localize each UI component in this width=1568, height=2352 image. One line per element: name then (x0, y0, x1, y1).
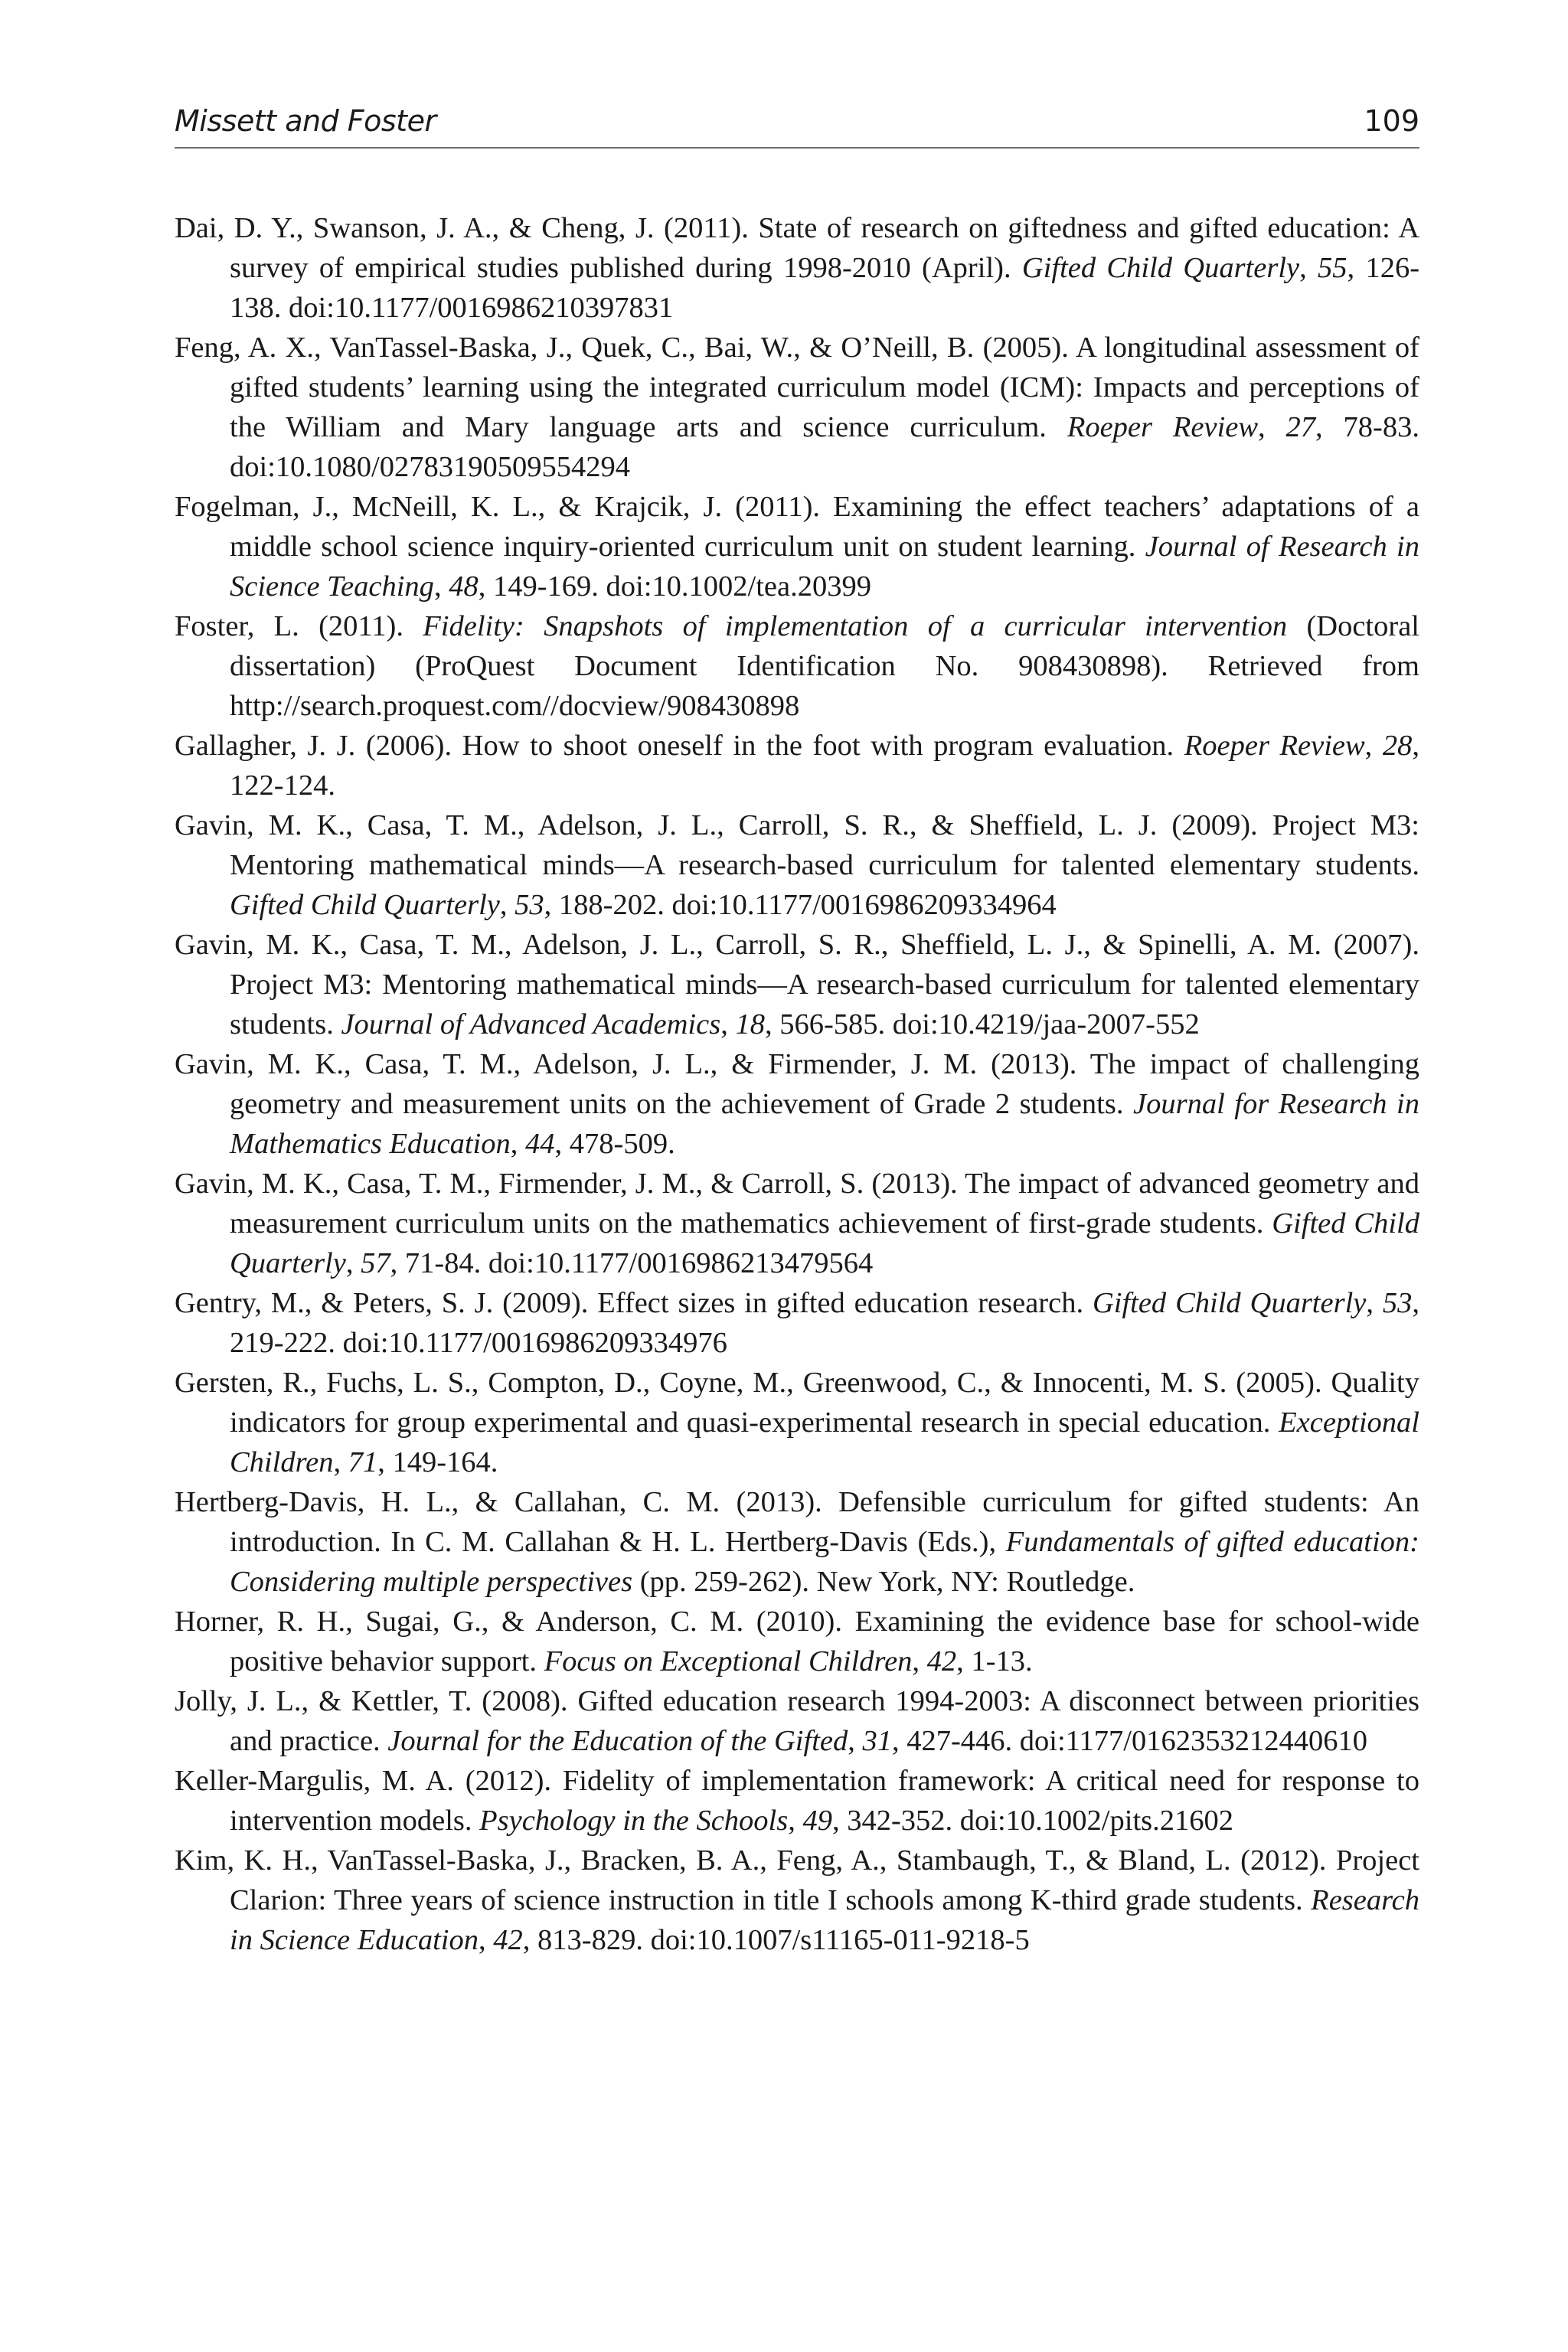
reference-entry (175, 1283, 1419, 1363)
reference-entry (175, 1761, 1419, 1841)
reference-source: Journal for Research in Mathematics Education (230, 1088, 1419, 1160)
reference-pages: , 219-222. doi:10.1177/0016986209334976 (230, 1287, 1419, 1359)
reference-pages: , 427-446. doi:1177/0162353212440610 (891, 1725, 1367, 1757)
reference-entry (175, 1602, 1419, 1681)
reference-text: Jolly, J. L., & Kettler, T. (2008). Gifted education research 1994-2003: A disconnect between priorities and practice. (175, 1685, 1419, 1757)
reference-text: Foster, L. (2011). (175, 610, 423, 642)
reference-separator: , (510, 1128, 525, 1160)
reference-pages: , 126-138. doi:10.1177/0016986210397831 (230, 252, 1420, 324)
reference-volume: 71 (348, 1446, 378, 1478)
reference-list (175, 208, 1419, 1960)
reference-entry (175, 1044, 1419, 1164)
reference-source: Journal for the Education of the Gifted (387, 1725, 848, 1757)
reference-pages: (Doctoral dissertation) (ProQuest Document Identification No. 908430898). Retrieved from http://search.proquest.com//docview/908430898 (230, 610, 1419, 722)
reference-volume: 55 (1318, 252, 1348, 284)
reference-entry (175, 1681, 1419, 1761)
reference-separator: , (912, 1645, 927, 1677)
reference-entry (175, 487, 1419, 606)
reference-text: Fogelman, J., McNeill, K. L., & Krajcik, J. (2011). Examining the effect teachers’ adaptations of a middle school science inquiry-oriented curriculum unit on student learning. (175, 491, 1419, 563)
reference-separator: , (479, 1924, 494, 1956)
reference-separator: , (720, 1008, 736, 1040)
reference-text: Gentry, M., & Peters, S. J. (2009). Effect sizes in gifted education research. (175, 1287, 1093, 1319)
reference-text: Keller-Margulis, M. A. (2012). Fidelity of implementation framework: A critical need for response to intervention models. (175, 1765, 1419, 1837)
reference-source: Roeper Review (1184, 730, 1365, 762)
reference-entry (175, 805, 1419, 925)
reference-source: Journal of Research in Science Teaching (230, 531, 1419, 603)
reference-entry (175, 606, 1419, 726)
reference-source: Fidelity: Snapshots of implementation of a curricular intervention (423, 610, 1288, 642)
reference-entry (175, 1164, 1419, 1283)
reference-entry (175, 1363, 1419, 1482)
reference-volume: 53 (514, 889, 544, 921)
reference-separator: , (848, 1725, 863, 1757)
reference-pages: , 149-169. doi:10.1002/tea.20399 (478, 570, 871, 603)
reference-volume: 53 (1382, 1287, 1413, 1319)
reference-text: Gavin, M. K., Casa, T. M., Adelson, J. L., & Firmender, J. M. (2013). The impact of challenging geometry and measurement units on the achievement of Grade 2 students. (175, 1048, 1419, 1120)
reference-separator: , (345, 1247, 361, 1279)
reference-text: Gersten, R., Fuchs, L. S., Compton, D., Coyne, M., Greenwood, C., & Innocenti, M. S. (2005). Quality indicators for group experimental and quasi-experimental research in special education. (175, 1367, 1419, 1439)
reference-source: Gifted Child Quarterly (1021, 252, 1300, 284)
reference-source: Psychology in the Schools (479, 1805, 789, 1837)
reference-volume: 31 (862, 1725, 892, 1757)
reference-volume: 42 (493, 1924, 523, 1956)
reference-separator: , (499, 889, 515, 921)
reference-pages: , 71-84. doi:10.1177/0016986213479564 (390, 1247, 874, 1279)
reference-volume: 44 (525, 1128, 555, 1160)
reference-separator: , (333, 1446, 348, 1478)
reference-pages: , 813-829. doi:10.1007/s11165-011-9218-5 (522, 1924, 1030, 1956)
reference-volume: 49 (802, 1805, 832, 1837)
reference-volume: 27 (1285, 411, 1316, 443)
reference-separator: , (1366, 1287, 1383, 1319)
reference-entry (175, 726, 1419, 805)
reference-entry (175, 1482, 1419, 1602)
reference-source: Focus on Exceptional Children (544, 1645, 913, 1677)
reference-separator: , (788, 1805, 803, 1837)
reference-pages: , 149-164. (377, 1446, 498, 1478)
reference-source: Roeper Review (1067, 411, 1259, 443)
reference-text: Kim, K. H., VanTassel-Baska, J., Bracken, B. A., Feng, A., Stambaugh, T., & Bland, L. (2012). Project Clarion: Three years of science instruction in title I schools among K-third grade students. (175, 1844, 1419, 1916)
reference-source: Fundamentals of gifted education: Considering multiple perspectives (230, 1526, 1419, 1598)
reference-separator: , (1258, 411, 1286, 443)
reference-pages: , 1-13. (956, 1645, 1033, 1677)
reference-text: Gallagher, J. J. (2006). How to shoot oneself in the foot with program evaluation. (175, 730, 1184, 762)
reference-entry (175, 328, 1419, 487)
page-number: 109 (1364, 104, 1419, 138)
reference-source: Exceptional Children (230, 1406, 1419, 1478)
reference-pages: , 78-83. doi:10.1080/02783190509554294 (230, 411, 1419, 483)
reference-pages: , 188-202. doi:10.1177/0016986209334964 (544, 889, 1057, 921)
reference-entry (175, 925, 1419, 1044)
reference-text: Horner, R. H., Sugai, G., & Anderson, C. M. (2010). Examining the evidence base for school-wide positive behavior support. (175, 1606, 1419, 1677)
reference-text: Gavin, M. K., Casa, T. M., Adelson, J. L., Carroll, S. R., Sheffield, L. J., & Spinelli, A. M. (2007). Project M3: Mentoring mathematical minds—A research-based curriculum for talented elementary students. (175, 929, 1419, 1040)
reference-volume: 42 (926, 1645, 957, 1677)
reference-entry (175, 208, 1419, 328)
reference-entry (175, 1841, 1419, 1960)
reference-pages: , 342-352. doi:10.1002/pits.21602 (831, 1805, 1234, 1837)
reference-source: Gifted Child Quarterly (1092, 1287, 1367, 1319)
reference-pages: (pp. 259-262). New York, NY: Routledge. (632, 1566, 1135, 1598)
reference-volume: 57 (361, 1247, 390, 1279)
reference-pages: , 122-124. (230, 730, 1420, 802)
reference-text: Gavin, M. K., Casa, T. M., Adelson, J. L., Carroll, S. R., & Sheffield, L. J. (2009). Project M3: Mentoring mathematical minds—A research-based curriculum for talented elementary students. (175, 809, 1419, 881)
reference-source: Research in Science Education (230, 1884, 1419, 1956)
reference-pages: , 478-509. (554, 1128, 675, 1160)
reference-separator: , (1299, 252, 1318, 284)
reference-separator: , (433, 570, 449, 603)
reference-text: Gavin, M. K., Casa, T. M., Firmender, J. M., & Carroll, S. (2013). The impact of advanced geometry and measurement curriculum units on the mathematics achievement of first-grade students. (175, 1168, 1419, 1240)
reference-pages: , 566-585. doi:10.4219/jaa-2007-552 (764, 1008, 1200, 1040)
running-head: Missett and Foster (175, 104, 436, 138)
reference-text: Dai, D. Y., Swanson, J. A., & Cheng, J. (2011). State of research on giftedness and gifted education: A survey of empirical studies published during 1998-2010 (April). (175, 212, 1419, 284)
reference-source: Gifted Child Quarterly (230, 1207, 1419, 1279)
page-header (175, 98, 1419, 149)
reference-separator: , (1364, 730, 1383, 762)
reference-text: Feng, A. X., VanTassel-Baska, J., Quek, C., Bai, W., & O’Neill, B. (2005). A longitudinal assessment of gifted students’ learning using the integrated curriculum model (ICM): Impacts and perceptions of the William and Mary language arts and science curriculum. (175, 332, 1419, 443)
reference-volume: 18 (735, 1008, 765, 1040)
reference-volume: 48 (449, 570, 479, 603)
reference-text: Hertberg-Davis, H. L., & Callahan, C. M. (2013). Defensible curriculum for gifted students: An introduction. In C. M. Callahan & H. L. Hertberg-Davis (Eds.), (175, 1486, 1419, 1558)
reference-volume: 28 (1382, 730, 1413, 762)
reference-source: Journal of Advanced Academics (341, 1008, 721, 1040)
reference-source: Gifted Child Quarterly (230, 889, 500, 921)
